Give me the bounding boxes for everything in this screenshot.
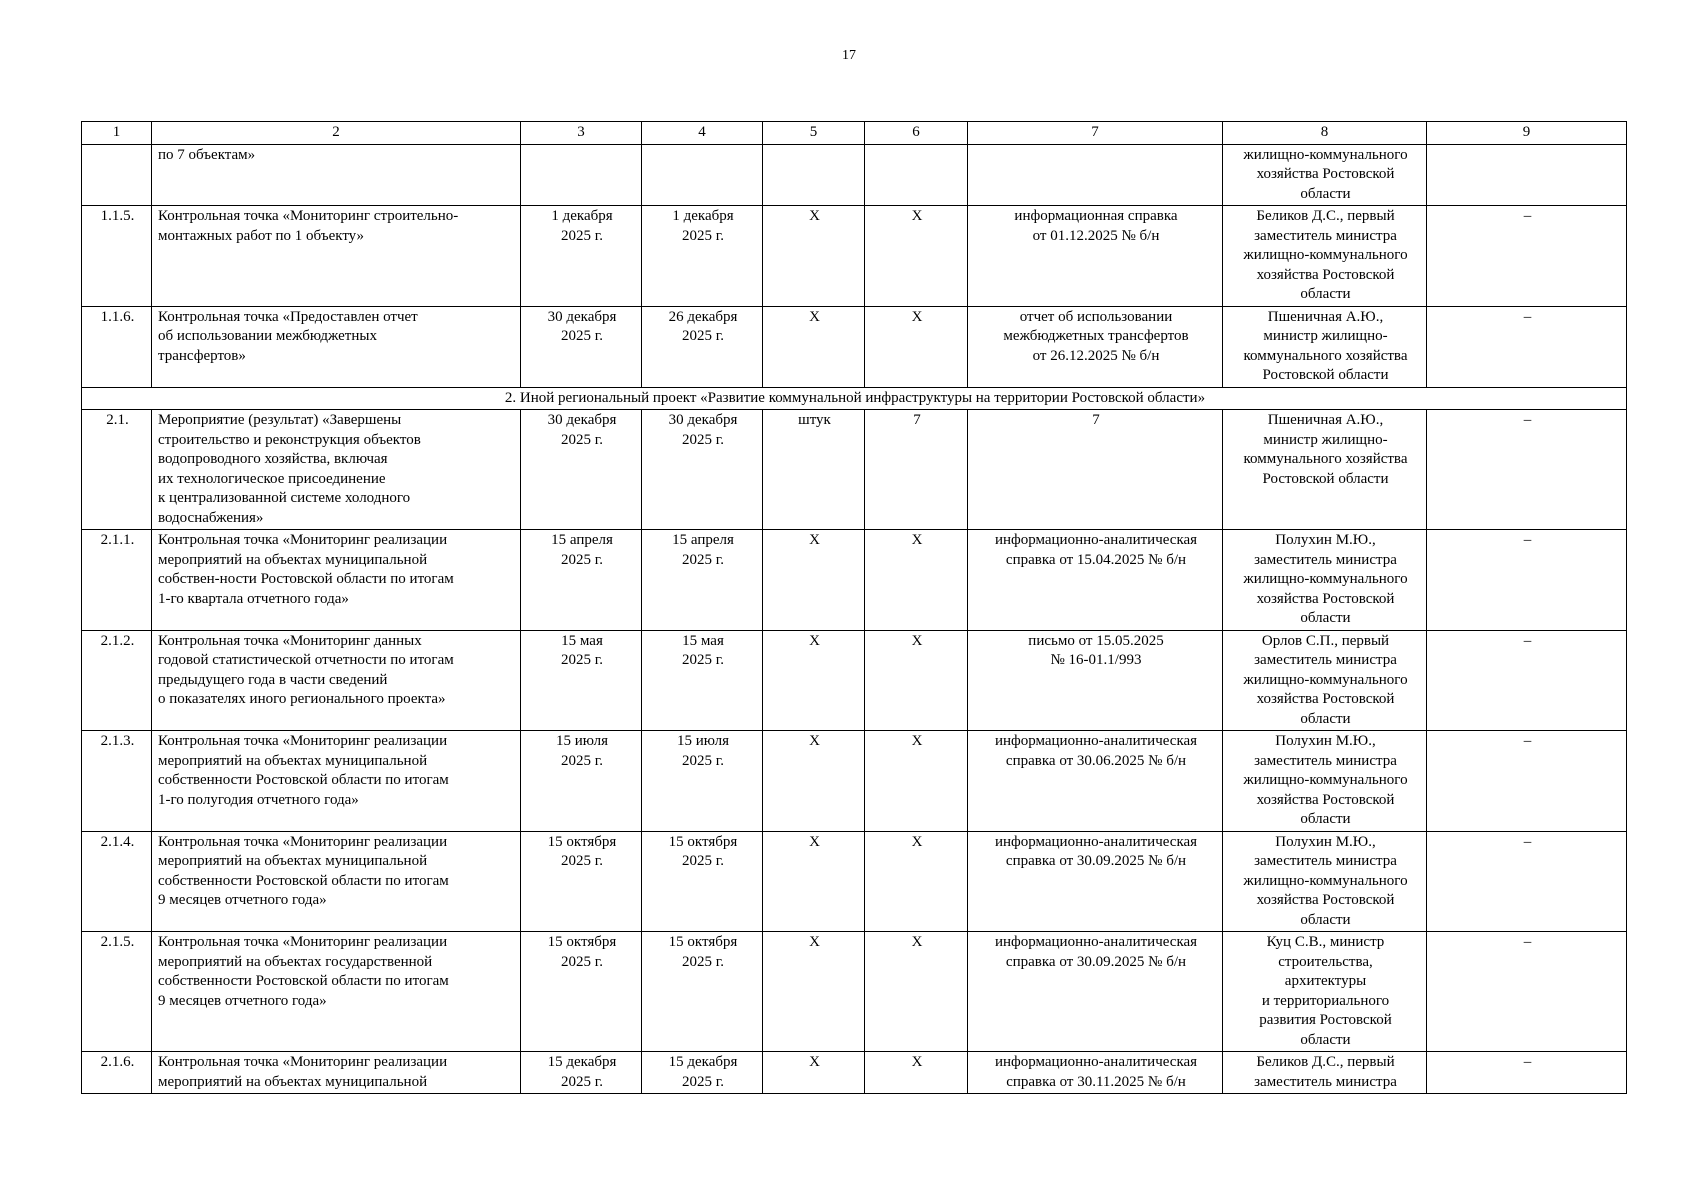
responsible-line: области [1300, 286, 1351, 302]
responsible-line: хозяйства Ростовской [1256, 691, 1395, 707]
value: Х [865, 206, 968, 307]
start-date-line: 2025 г. [561, 652, 603, 668]
start-date [521, 530, 642, 631]
responsible-line: хозяйства Ростовской [1256, 791, 1395, 808]
responsible-line: жилищно-коммунального [1243, 247, 1408, 263]
responsible-line: заместитель министра [1254, 652, 1397, 668]
document-line: справка от 30.09.2025 № б/н [1005, 953, 1187, 970]
document [968, 306, 1223, 387]
responsible-line: Пшеничная А.Ю., [1267, 412, 1384, 428]
item-name-line: об использовании межбюджетных [158, 328, 377, 344]
end-date [642, 1052, 763, 1094]
note: – [1427, 731, 1627, 832]
start-date-line: 15 октября [547, 934, 617, 950]
unit [763, 144, 865, 206]
start-date-line: 2025 г. [561, 227, 603, 244]
responsible [1223, 530, 1427, 631]
note: – [1427, 206, 1627, 307]
item-name [152, 410, 521, 530]
end-date-line: 2025 г. [682, 431, 724, 448]
item-name-line: мероприятий на объектах муниципальной [158, 1073, 428, 1090]
responsible-line: строительства, [1278, 953, 1373, 970]
note: – [1427, 306, 1627, 387]
start-date [521, 306, 642, 387]
control-points-table [81, 121, 1627, 1094]
responsible-line: хозяйства Ростовской [1256, 892, 1395, 908]
item-name [152, 932, 521, 1052]
value: Х [865, 731, 968, 832]
unit: Х [763, 306, 865, 387]
end-date-line: 1 декабря [672, 208, 734, 224]
responsible-line: и территориального [1261, 992, 1390, 1009]
value: Х [865, 630, 968, 731]
responsible-line: области [1300, 811, 1351, 827]
unit: Х [763, 1052, 865, 1094]
item-name [152, 1052, 521, 1094]
responsible-line: области [1300, 911, 1351, 928]
responsible-line: Беликов Д.С., первый [1256, 1054, 1395, 1070]
responsible-line: области [1300, 710, 1351, 727]
document [968, 831, 1223, 932]
start-date-line: 2025 г. [561, 1073, 603, 1090]
item-name [152, 831, 521, 932]
responsible-line: хозяйства Ростовской [1256, 590, 1395, 607]
start-date-line: 15 декабря [547, 1054, 617, 1070]
responsible-line: Ростовской области [1262, 470, 1389, 487]
responsible [1223, 932, 1427, 1052]
note: – [1427, 630, 1627, 731]
responsible-line: Полухин М.Ю., [1275, 833, 1376, 850]
column-number: 6 [865, 122, 968, 145]
table-row [82, 530, 1627, 631]
value: Х [865, 306, 968, 387]
document [968, 1052, 1223, 1094]
item-name-line: о показателях иного регионального проекта» [158, 691, 446, 707]
start-date-line: 2025 г. [561, 328, 603, 344]
responsible [1223, 831, 1427, 932]
responsible [1223, 630, 1427, 731]
end-date [642, 144, 763, 206]
responsible [1223, 410, 1427, 530]
document [968, 932, 1223, 1052]
responsible-line: заместитель министра [1254, 551, 1397, 568]
responsible-line: Полухин М.Ю., [1275, 532, 1376, 548]
unit: Х [763, 831, 865, 932]
document [968, 410, 1223, 530]
end-date-line: 2025 г. [682, 328, 724, 344]
row-number: 2.1. [82, 410, 152, 530]
section-title: 2. Иной региональный проект «Развитие коммунальной инфраструктуры на территории Ростовской области» [82, 387, 1627, 410]
start-date [521, 206, 642, 307]
end-date-line: 15 октября [668, 934, 738, 950]
row-number: 1.1.5. [82, 206, 152, 307]
end-date-line: 15 октября [668, 833, 738, 850]
value [865, 144, 968, 206]
start-date [521, 731, 642, 832]
end-date-line: 2025 г. [682, 752, 724, 769]
item-name-line: предыдущего года в части сведений [158, 671, 388, 688]
unit: Х [763, 932, 865, 1052]
column-number: 4 [642, 122, 763, 145]
item-name-line: собственности Ростовской области по итогам [158, 973, 449, 989]
responsible-line: Беликов Д.С., первый [1256, 208, 1395, 224]
section-row [82, 387, 1627, 410]
responsible-line: области [1300, 1031, 1351, 1048]
table-row [82, 1052, 1627, 1094]
end-date [642, 530, 763, 631]
item-name [152, 530, 521, 631]
item-name-line: водоснабжения» [158, 509, 264, 526]
end-date-line: 2025 г. [682, 652, 724, 668]
start-date-line: 2025 г. [561, 953, 603, 970]
item-name [152, 206, 521, 307]
note: – [1427, 530, 1627, 631]
end-date [642, 630, 763, 731]
responsible-line: коммунального хозяйства [1243, 451, 1408, 467]
item-name-line: к централизованной системе холодного [158, 490, 411, 506]
table-row [82, 831, 1627, 932]
item-name-line: по 7 объектам» [158, 146, 256, 163]
end-date [642, 206, 763, 307]
responsible-line: заместитель министра [1254, 227, 1397, 244]
start-date-line: 1 декабря [551, 208, 613, 224]
end-date-line: 15 мая [682, 632, 724, 649]
end-date-line: 15 апреля [672, 532, 734, 548]
responsible-line: жилищно-коммунального [1243, 872, 1408, 889]
document-line: справка от 30.06.2025 № б/н [1005, 752, 1187, 769]
start-date [521, 1052, 642, 1094]
item-name-line: собственности Ростовской области по итогам [158, 872, 449, 889]
document-line: 7 [1092, 412, 1100, 428]
responsible [1223, 206, 1427, 307]
table-row [82, 306, 1627, 387]
unit: Х [763, 530, 865, 631]
responsible-line: Полухин М.Ю., [1275, 733, 1376, 749]
table-row [82, 206, 1627, 307]
row-number: 2.1.2. [82, 630, 152, 731]
column-number: 2 [152, 122, 521, 145]
column-number: 9 [1427, 122, 1627, 145]
responsible-line: жилищно-коммунального [1243, 146, 1408, 163]
responsible-line: архитектуры [1284, 973, 1367, 989]
document [968, 630, 1223, 731]
document-line: информационно-аналитическая [994, 833, 1198, 850]
note: – [1427, 1052, 1627, 1094]
end-date-line: 2025 г. [682, 953, 724, 970]
item-name-line: 1-го квартала отчетного года» [158, 590, 349, 607]
document-line: от 26.12.2025 № б/н [1032, 347, 1160, 364]
page-number: 17 [842, 48, 856, 63]
item-name-line: собствен-ности Ростовской области по итогам [158, 571, 454, 587]
responsible-line: министр жилищно- [1263, 328, 1388, 344]
item-name-line: трансфертов» [158, 347, 246, 364]
start-date [521, 144, 642, 206]
column-number: 7 [968, 122, 1223, 145]
item-name-line: Контрольная точка «Мониторинг данных [158, 632, 422, 649]
item-name-line: собственности Ростовской области по итогам [158, 772, 449, 788]
value: 7 [865, 410, 968, 530]
unit: Х [763, 630, 865, 731]
item-name [152, 144, 521, 206]
document-line: информационная справка [1014, 208, 1178, 224]
end-date [642, 410, 763, 530]
column-number: 8 [1223, 122, 1427, 145]
responsible-line: министр жилищно- [1263, 431, 1388, 448]
end-date [642, 831, 763, 932]
responsible [1223, 1052, 1427, 1094]
value: Х [865, 530, 968, 631]
responsible-line: Орлов С.П., первый [1261, 632, 1390, 649]
table-row [82, 630, 1627, 731]
end-date-line: 15 декабря [668, 1054, 738, 1070]
start-date-line: 2025 г. [561, 752, 603, 769]
start-date-line: 15 июля [556, 733, 608, 749]
note [1427, 144, 1627, 206]
note: – [1427, 410, 1627, 530]
column-number: 5 [763, 122, 865, 145]
item-name-line: Контрольная точка «Предоставлен отчет [158, 308, 418, 325]
start-date-line: 2025 г. [561, 853, 603, 869]
responsible-line: заместитель министра [1254, 752, 1397, 769]
item-name-line: Контрольная точка «Мониторинг реализации [158, 833, 448, 850]
start-date [521, 410, 642, 530]
item-name-line: 9 месяцев отчетного года» [158, 892, 327, 908]
start-date-line: 15 апреля [551, 532, 613, 548]
row-number: 2.1.4. [82, 831, 152, 932]
responsible-line: хозяйства Ростовской [1256, 166, 1395, 182]
item-name-line: годовой статистической отчетности по итогам [158, 652, 454, 668]
responsible [1223, 731, 1427, 832]
item-name [152, 630, 521, 731]
start-date [521, 831, 642, 932]
document-line: письмо от 15.05.2025 [1028, 632, 1164, 649]
item-name-line: Контрольная точка «Мониторинг реализации [158, 733, 448, 749]
start-date-line: 30 декабря [547, 308, 617, 325]
item-name-line: 9 месяцев отчетного года» [158, 992, 327, 1009]
responsible [1223, 306, 1427, 387]
table-row [82, 410, 1627, 530]
document-line: справка от 15.04.2025 № б/н [1005, 551, 1187, 568]
document-line: отчет об использовании [1019, 308, 1173, 325]
value: Х [865, 1052, 968, 1094]
row-number [82, 144, 152, 206]
column-number: 3 [521, 122, 642, 145]
end-date [642, 932, 763, 1052]
item-name-line: Мероприятие (результат) «Завершены [158, 412, 402, 428]
end-date-line: 2025 г. [682, 853, 724, 869]
start-date [521, 932, 642, 1052]
item-name [152, 306, 521, 387]
document [968, 530, 1223, 631]
responsible [1223, 144, 1427, 206]
end-date [642, 731, 763, 832]
end-date-line: 15 июля [677, 733, 729, 749]
document-line: информационно-аналитическая [994, 532, 1198, 548]
start-date-line: 2025 г. [561, 431, 603, 448]
item-name-line: мероприятий на объектах муниципальной [158, 752, 428, 769]
column-number-row [82, 122, 1627, 145]
responsible-line: жилищно-коммунального [1243, 671, 1408, 688]
row-number: 2.1.3. [82, 731, 152, 832]
start-date-line: 15 октября [547, 833, 617, 850]
table-row [82, 731, 1627, 832]
item-name-line: мероприятий на объектах государственной [158, 953, 433, 970]
start-date-line: 30 декабря [547, 412, 617, 428]
responsible-line: области [1300, 185, 1351, 202]
row-number: 2.1.6. [82, 1052, 152, 1094]
item-name-line: их технологическое присоединение [158, 470, 386, 487]
row-number: 2.1.5. [82, 932, 152, 1052]
note: – [1427, 932, 1627, 1052]
responsible-line: заместитель министра [1254, 1073, 1397, 1090]
responsible-line: жилищно-коммунального [1243, 772, 1408, 788]
responsible-line: хозяйства Ростовской [1256, 266, 1395, 283]
end-date-line: 26 декабря [668, 308, 738, 325]
start-date-line: 15 мая [561, 632, 603, 649]
row-number: 1.1.6. [82, 306, 152, 387]
table-row [82, 932, 1627, 1052]
start-date [521, 630, 642, 731]
responsible-line: коммунального хозяйства [1243, 347, 1408, 364]
item-name [152, 731, 521, 832]
item-name-line: строительство и реконструкция объектов [158, 431, 421, 448]
item-name-line: Контрольная точка «Мониторинг реализации [158, 532, 448, 548]
unit: Х [763, 731, 865, 832]
item-name-line: Контрольная точка «Мониторинг реализации [158, 1054, 448, 1070]
item-name-line: монтажных работ по 1 объекту» [158, 227, 365, 244]
value: Х [865, 932, 968, 1052]
item-name-line: водопроводного хозяйства, включая [158, 451, 388, 467]
responsible-line: Пшеничная А.Ю., [1267, 308, 1384, 325]
document-line: № 16-01.1/993 [1050, 652, 1142, 668]
item-name-line: 1-го полугодия отчетного года» [158, 791, 359, 808]
table-row [82, 144, 1627, 206]
responsible-line: области [1300, 610, 1351, 626]
responsible-line: Куц С.В., министр [1266, 934, 1385, 950]
document-line: справка от 30.11.2025 № б/н [1006, 1073, 1186, 1090]
end-date-line: 2025 г. [682, 1073, 724, 1090]
document-line: межбюджетных трансфертов [1003, 328, 1189, 344]
document-line: информационно-аналитическая [994, 1054, 1198, 1070]
document [968, 731, 1223, 832]
document [968, 206, 1223, 307]
item-name-line: Контрольная точка «Мониторинг строительно- [158, 208, 459, 224]
document-line: информационно-аналитическая [994, 733, 1198, 749]
document-line: справка от 30.09.2025 № б/н [1005, 853, 1187, 869]
end-date-line: 2025 г. [682, 551, 724, 568]
end-date-line: 2025 г. [682, 227, 724, 244]
item-name-line: мероприятий на объектах муниципальной [158, 551, 428, 568]
unit: штук [763, 410, 865, 530]
unit: Х [763, 206, 865, 307]
note: – [1427, 831, 1627, 932]
item-name-line: Контрольная точка «Мониторинг реализации [158, 934, 448, 950]
responsible-line: Ростовской области [1262, 367, 1389, 383]
value: Х [865, 831, 968, 932]
item-name-line: мероприятий на объектах муниципальной [158, 853, 428, 869]
responsible-line: развития Ростовской [1259, 1012, 1392, 1028]
document-line: информационно-аналитическая [994, 934, 1198, 950]
end-date-line: 30 декабря [668, 412, 738, 428]
row-number: 2.1.1. [82, 530, 152, 631]
column-number: 1 [82, 122, 152, 145]
document [968, 144, 1223, 206]
responsible-line: заместитель министра [1254, 853, 1397, 869]
document-line: от 01.12.2025 № б/н [1032, 227, 1160, 244]
start-date-line: 2025 г. [561, 551, 603, 568]
end-date [642, 306, 763, 387]
responsible-line: жилищно-коммунального [1243, 571, 1408, 587]
